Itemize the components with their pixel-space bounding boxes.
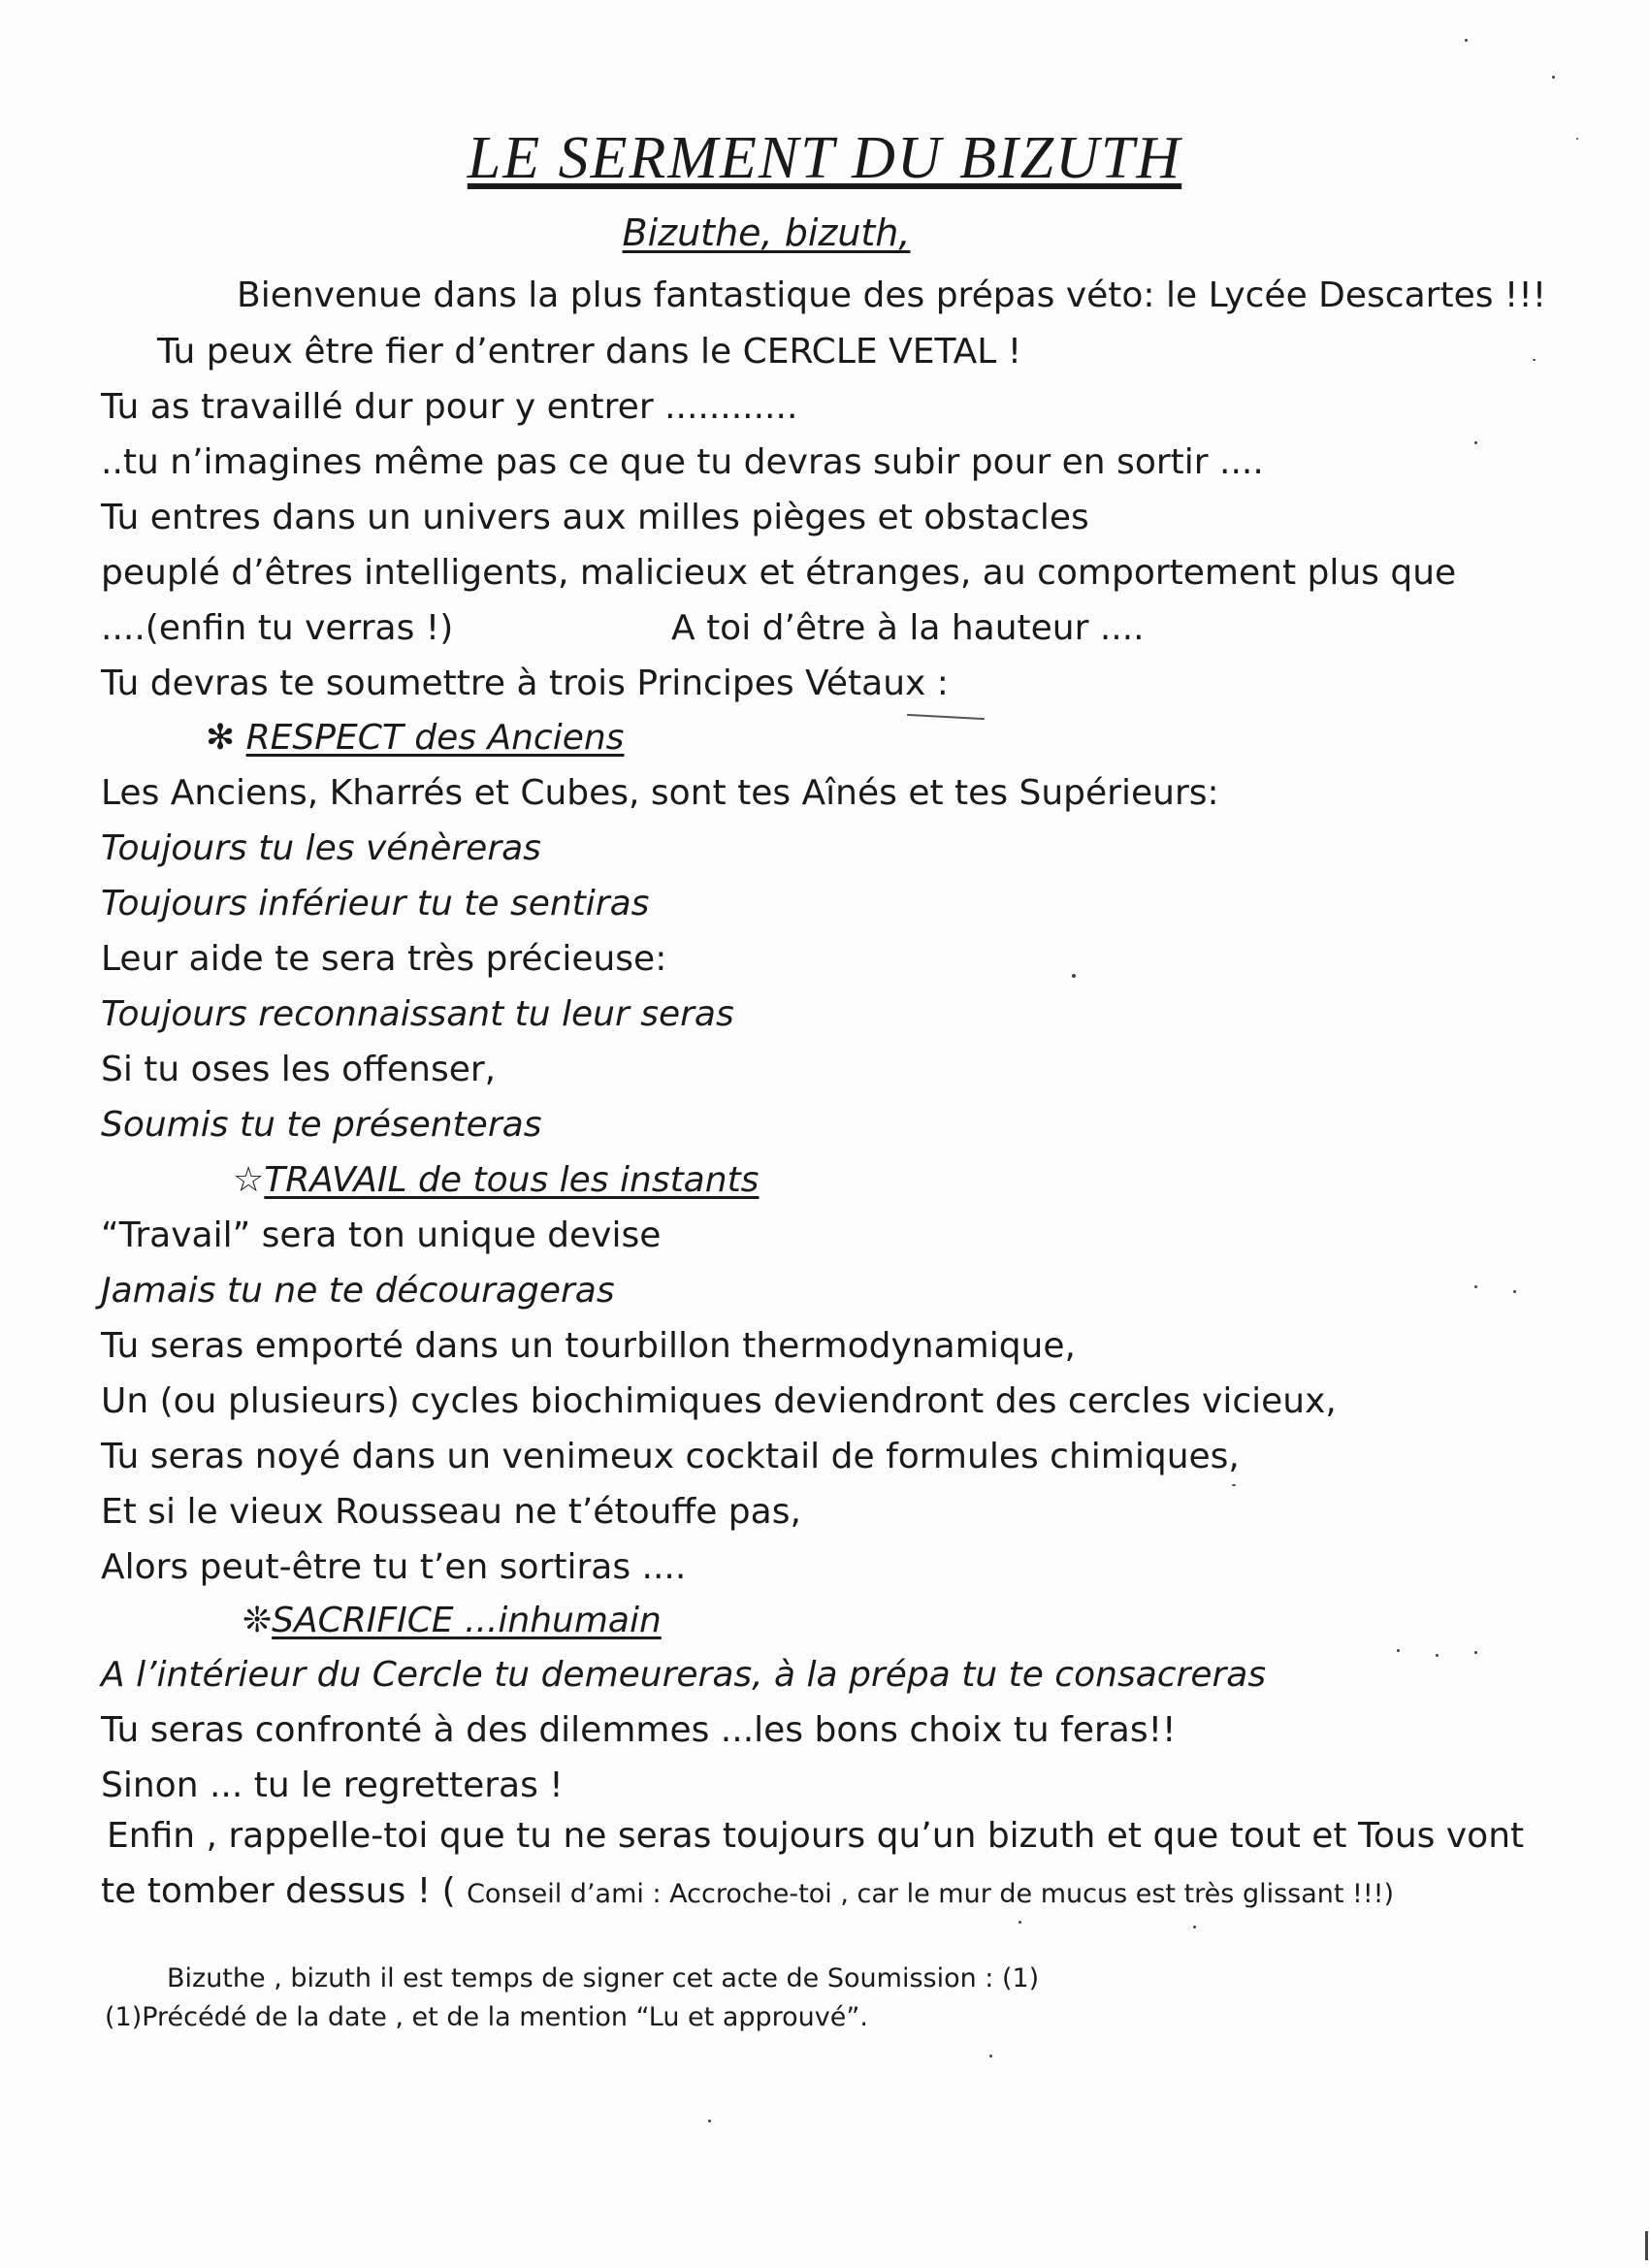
intro-line-welcome: Bienvenue dans la plus fantastique des prépas véto: le Lycée Descartes !!! [237,275,1547,315]
closing-advice-note: Conseil d’ami : Accroche-toi , car le mur de mucus est très glissant !!!) [467,1879,1395,1909]
principle-travail-title: TRAVAIL de tous les instants [264,1160,760,1200]
document-subtitle: Bizuthe, bizuth, [622,211,911,254]
respect-line: Toujours inférieur tu te sentiras [101,884,650,923]
principle-travail-heading [233,1160,759,1200]
closing-line: Enfin , rappelle-toi que tu ne seras toujours qu’un bizuth et que tout et Tous vont [107,1816,1525,1856]
intro-line-universe: Tu entres dans un univers aux milles pièges et obstacles [101,498,1089,537]
respect-line: Soumis tu te présenteras [101,1105,542,1145]
scan-speck [1232,1484,1236,1486]
scan-speck [1576,138,1578,140]
scan-speck [1193,1926,1196,1928]
travail-line: Et si le vieux Rousseau ne t’étouffe pas, [101,1492,801,1532]
sacrifice-line: Sinon ... tu le regretteras ! [101,1766,564,1805]
intro-line-imagine: ..tu n’imagines même pas ce que tu devras subir pour en sortir .... [101,442,1264,482]
intro-line-you-will-see: ....(enfin tu verras !) [101,608,454,648]
respect-line: Leur aide te sera très précieuse: [101,939,667,979]
scan-speck [1397,1649,1400,1652]
intro-line-up-to-it: A toi d’être à la hauteur .... [671,608,1145,648]
travail-line: Un (ou plusieurs) cycles biochimiques deviendront des cercles vicieux, [101,1381,1337,1421]
travail-line: Jamais tu ne te décourageras [101,1271,615,1311]
respect-line: Toujours tu les vénèreras [101,828,541,868]
intro-line-peopled: peuplé d’êtres intelligents, malicieux et étranges, au comportement plus que [101,553,1457,593]
scan-speck [1465,39,1468,42]
asterisk-bullet-icon: ❊ [242,1601,273,1640]
respect-line: Si tu oses les offenser, [101,1050,497,1089]
document-title: LE SERMENT DU BIZUTH [467,125,1182,191]
closing-line-2 [101,1871,1394,1911]
closing-line-start: te tomber dessus ! ( [101,1871,456,1911]
scan-speck [1072,974,1076,978]
respect-line: Toujours reconnaissant tu leur seras [101,994,734,1034]
travail-line: Tu seras emporté dans un tourbillon thermodynamique, [101,1326,1076,1366]
scan-speck [1513,1290,1516,1293]
intro-line-proud: Tu peux être fier d’entrer dans le CERCLE VETAL ! [157,332,1022,372]
scan-speck [1474,1285,1477,1288]
star-bullet-icon: ☆ [233,1160,265,1200]
travail-line: “Travail” sera ton unique devise [101,1215,662,1255]
scan-speck [1436,1654,1439,1657]
travail-line: Tu seras noyé dans un venimeux cocktail de formules chimiques, [101,1437,1240,1476]
scan-speck [989,2055,992,2057]
principle-sacrifice-title: SACRIFICE ...inhumain [272,1601,662,1640]
sacrifice-line: Tu seras confronté à des dilemmes ...les bons choix tu feras!! [101,1710,1177,1750]
principle-respect-heading [206,718,624,758]
scan-stroke [907,714,985,720]
scan-speck [1474,1651,1477,1654]
sacrifice-line: A l’intérieur du Cercle tu demeureras, à la prépa tu te consacreras [101,1655,1267,1695]
intro-line-principles: Tu devras te soumettre à trois Principes Vétaux : [101,664,949,703]
intro-line-worked: Tu as travaillé dur pour y entrer ............ [101,387,798,427]
scan-speck [1552,76,1555,79]
asterisk-bullet-icon: ✻ [206,718,236,758]
respect-line: Les Anciens, Kharrés et Cubes, sont tes Aînés et tes Supérieurs: [101,773,1219,813]
travail-line: Alors peut-être tu t’en sortiras .... [101,1547,687,1587]
principle-sacrifice-heading [242,1601,662,1640]
principle-respect-title: RESPECT des Anciens [245,718,625,758]
scan-speck [1645,2231,1648,2260]
scan-speck [1474,441,1477,444]
scan-speck [1018,1921,1021,1924]
scan-speck [708,2120,711,2122]
signature-prompt: Bizuthe , bizuth il est temps de signer cet acte de Soumission : (1) [167,1963,1040,1993]
scan-speck [1533,359,1536,361]
footnote: (1)Précédé de la date , et de la mention “Lu et approuvé”. [105,2002,868,2032]
